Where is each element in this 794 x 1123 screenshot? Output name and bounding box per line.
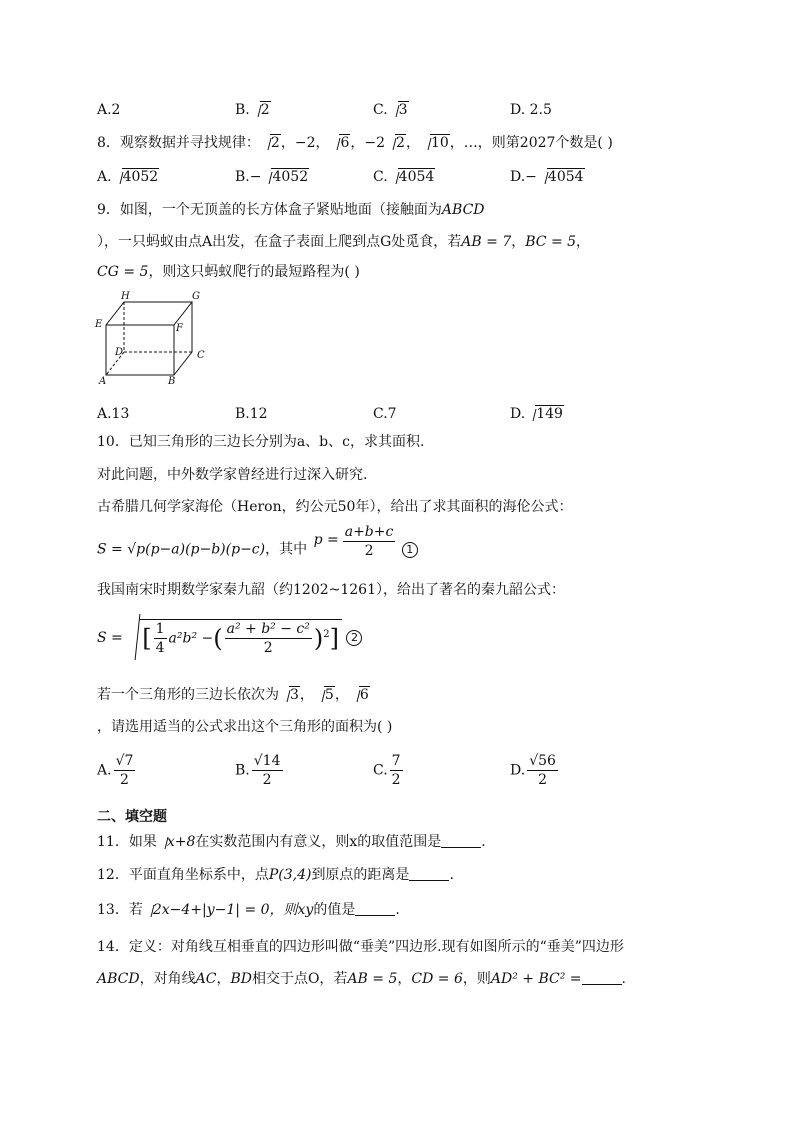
cuboid-figure bbox=[94, 288, 214, 388]
q8-stem: 8．观察数据并寻找规律： 2，−2， 6，−2 2， 10，…，则第2027个数是( ) bbox=[97, 135, 613, 151]
label-g: G bbox=[192, 291, 200, 302]
q11: 11．如果 x+8在实数范围内有意义，则x的取值范围是 . bbox=[97, 834, 486, 850]
q9-option-b: B.12 bbox=[235, 406, 268, 422]
q7-option-a: A.2 bbox=[97, 102, 121, 118]
q10-stem-line6: ，请选用适当的公式求出这个三角形的面积为( ) bbox=[97, 719, 393, 735]
qin-formula: S = [ $\frac{1}{4}$ a²b² −( $\frac{\text{a² + b² − c²}}{2}$ )$^2$] 2 bbox=[97, 612, 362, 664]
q9-option-a: A.13 bbox=[97, 406, 130, 422]
formula-mark-1: 1 bbox=[402, 542, 418, 558]
q7-option-b: B. 2 bbox=[235, 102, 270, 118]
label-f: F bbox=[176, 323, 183, 334]
q7-option-c: C. 3 bbox=[373, 102, 408, 118]
q9-stem-line3: CG = 5，则这只蚂蚁爬行的最短路程为( ) bbox=[97, 264, 360, 280]
answer-blank bbox=[409, 866, 449, 881]
q10-stem-line3: 古希腊几何学家海伦（Heron，约公元50年），给出了求其面积的海伦公式： bbox=[97, 499, 573, 515]
q10-option-d: D. $\frac{√56}{2}$ bbox=[510, 753, 556, 788]
q8-option-b: B.− 4052 bbox=[235, 169, 309, 185]
label-d: D bbox=[115, 347, 124, 358]
label-c: C bbox=[197, 350, 205, 361]
heron-formula: S = √p(p−a)(p−b)(p−c)，其中 p = $\frac{a+b+c}{2}$ 1 bbox=[97, 531, 418, 568]
formula-mark-2: 2 bbox=[346, 630, 362, 646]
q10-option-a: A. $\frac{√7}{2}$ bbox=[97, 753, 134, 788]
label-e: E bbox=[95, 319, 103, 330]
q8-option-c: C. 4054 bbox=[373, 169, 435, 185]
q10-option-c: C. $\frac{7}{2}$ bbox=[373, 753, 401, 788]
q9-option-c: C.7 bbox=[373, 406, 397, 422]
q9-option-d: D. 149 bbox=[510, 406, 563, 422]
q10-stem-line1: 10．已知三角形的三边长分别为a、b、c，求其面积. bbox=[97, 434, 425, 450]
q12: 12．平面直角坐标系中，点P(3,4)到原点的距离是 . bbox=[97, 867, 454, 883]
q9-stem-line2: ），一只蚂蚁由点A出发，在盒子表面上爬到点G处觅食，若AB = 7，BC = 5， bbox=[97, 234, 591, 250]
label-h: H bbox=[121, 291, 130, 302]
section-heading: 二、填空题 bbox=[97, 809, 167, 825]
answer-blank bbox=[582, 970, 622, 985]
q10-stem-line5: 若一个三角形的三边长依次为 3， 5， 6 bbox=[97, 687, 369, 703]
answer-blank bbox=[355, 901, 395, 916]
label-b: B bbox=[168, 376, 176, 387]
q8-option-a: A. 4052 bbox=[97, 169, 159, 185]
q14-line2: ABCD，对角线AC，BD相交于点O，若AB = 5，CD = 6，则AD² + BC² = . bbox=[97, 971, 626, 987]
label-a: A bbox=[99, 376, 107, 387]
q10-stem-line4: 我国南宋时期数学家秦九韶（约1202~1261），给出了著名的秦九韶公式： bbox=[97, 582, 565, 598]
q10-stem-line2: 对此问题，中外数学家曾经进行过深入研究. bbox=[97, 467, 368, 483]
q9-stem-line1: 9．如图，一个无顶盖的长方体盒子紧贴地面（接触面为ABCD bbox=[97, 202, 485, 218]
q14-line1: 14．定义：对角线互相垂直的四边形叫做“垂美”四边形.现有如图所示的“垂美”四边形 bbox=[97, 939, 624, 955]
q7-option-d: D. 2.5 bbox=[510, 102, 552, 118]
q8-option-d: D.− 4054 bbox=[510, 169, 584, 185]
q13: 13．若 2x−4+|y−1| = 0，则xy的值是 . bbox=[97, 902, 400, 918]
q10-option-b: B. $\frac{√14}{2}$ bbox=[235, 753, 281, 788]
answer-blank bbox=[441, 833, 481, 848]
